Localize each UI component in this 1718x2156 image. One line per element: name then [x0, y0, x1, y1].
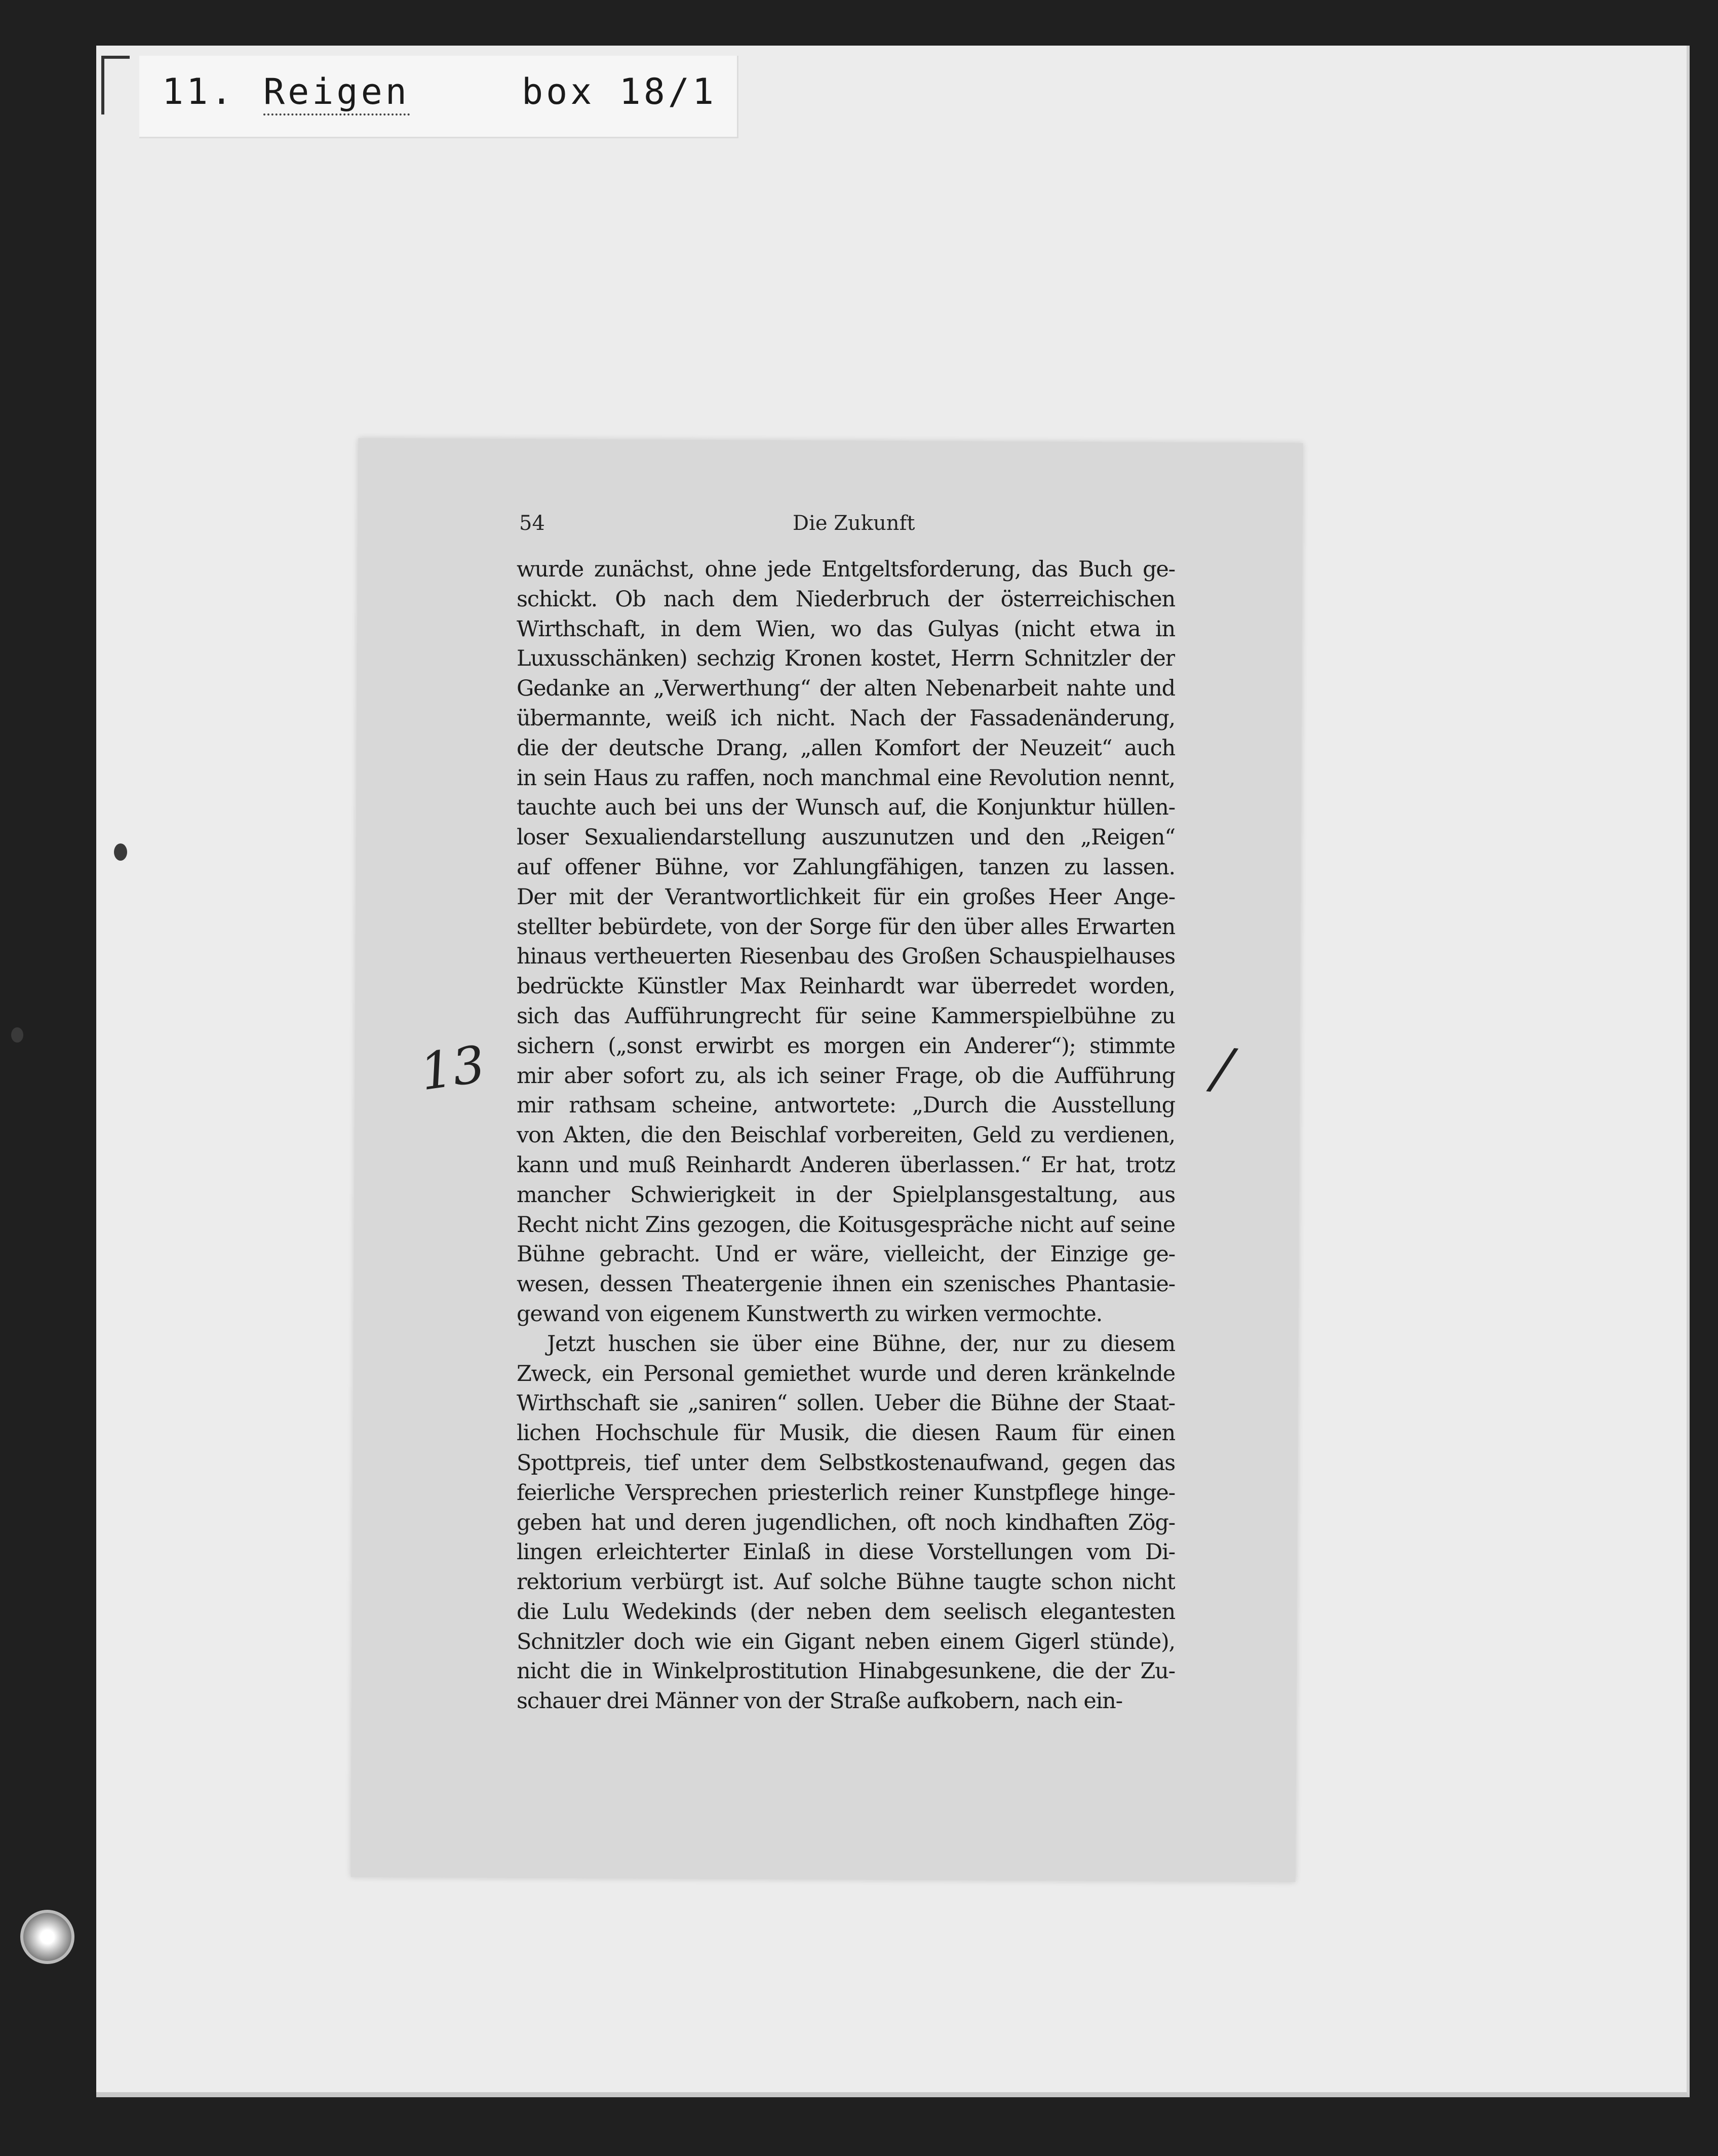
text-line: nicht die in Winkelprostitution Hinabgesunkene, die der Zu- [517, 1659, 1175, 1684]
film-spot [20, 1910, 74, 1964]
text-line: loser Sexualiendarstellung auszunutzen und den „Reigen“ [517, 825, 1175, 851]
text-line: Zweck, ein Personal gemiethet wurde und deren kränkelnde [517, 1361, 1175, 1387]
text-line: mir rathsam scheine, antwortete: „Durch die Ausstellung [517, 1093, 1175, 1119]
text-line: wurde zunächst, ohne jede Entgeltsforderung, das Buch ge- [517, 557, 1175, 582]
label-number: 11. [162, 71, 236, 112]
text-line: sich das Aufführungrecht für seine Kammerspielbühne zu [517, 1003, 1175, 1029]
text-line: sichern („sonst erwirbt es morgen ein Anderer“); stimmte [517, 1033, 1175, 1059]
text-line: in sein Haus zu raffen, noch manchmal eine Revolution nennt, [517, 765, 1175, 791]
text-line: die Lulu Wedekinds (der neben dem seelisch elegantesten [517, 1599, 1175, 1625]
text-line: geben hat und deren jugendlichen, oft noch kindhaften Zög- [517, 1510, 1175, 1535]
text-line: mancher Schwierigkeit in der Spielplansgestaltung, aus [517, 1182, 1175, 1208]
text-line: Spottpreis, tief unter dem Selbstkostenaufwand, gegen das [517, 1450, 1175, 1476]
corner-bracket [101, 56, 130, 114]
text-line: schickt. Ob nach dem Niederbruch der österreichischen [517, 586, 1175, 612]
margin-mark-left: 13 [416, 1034, 489, 1102]
text-line: mir aber sofort zu, als ich seiner Frage, ob die Aufführung [517, 1063, 1175, 1089]
text-line: von Akten, die den Beischlaf vorbereiten, Geld zu verdienen, [517, 1123, 1175, 1148]
text-line: kann und muß Reinhardt Anderen überlassen.“ Er hat, trotz [517, 1152, 1175, 1178]
text-line: Wirthschaft sie „saniren“ sollen. Ueber die Bühne der Staat- [517, 1391, 1175, 1416]
text-line: hinaus vertheuerten Riesenbau des Großen Schauspielhauses [517, 944, 1175, 970]
ink-dot [11, 1027, 23, 1043]
ink-dot [114, 843, 127, 861]
text-line: wesen, dessen Theatergenie ihnen ein szenisches Phantasie- [517, 1272, 1175, 1297]
text-line: auf offener Bühne, vor Zahlungfähigen, tanzen zu lassen. [517, 854, 1175, 880]
text-line: tauchte auch bei uns der Wunsch auf, die Konjunktur hüllen- [517, 795, 1175, 821]
text-line: übermannte, weiß ich nicht. Nach der Fassadenänderung, [517, 705, 1175, 731]
text-line: stellter bebürdete, von der Sorge für den über alles Erwarten [517, 914, 1175, 940]
text-line: lichen Hochschule für Musik, die diesen Raum für einen [517, 1420, 1175, 1446]
text-line: Der mit der Verantwortlichkeit für ein großes Heer Ange- [517, 884, 1175, 910]
text-line: Jetzt huschen sie über eine Bühne, der, nur zu diesem [547, 1331, 1175, 1357]
page-number: 54 [519, 512, 545, 535]
text-line: bedrückte Künstler Max Reinhardt war überredet worden, [517, 974, 1175, 999]
text-line: Recht nicht Zins gezogen, die Koitusgespräche nicht auf seine [517, 1212, 1175, 1238]
text-line: die der deutsche Drang, „allen Komfort der Neuzeit“ auch [517, 735, 1175, 761]
text-line: Schnitzler doch wie ein Gigant neben einem Gigerl stünde), [517, 1629, 1175, 1654]
text-line: rektorium verbürgt ist. Auf solche Bühne taugte schon nicht [517, 1569, 1175, 1595]
article-text [517, 555, 1175, 1716]
text-line: lingen erleichterter Einlaß in diese Vorstellungen vom Di- [517, 1539, 1175, 1565]
journal-title: Die Zukunft [793, 512, 915, 535]
archive-label [139, 56, 738, 138]
margin-mark-right: / [1209, 1035, 1235, 1102]
text-line: Wirthschaft, in dem Wien, wo das Gulyas (nicht etwa in [517, 616, 1175, 642]
text-line: feierliche Versprechen priesterlich reiner Kunstpflege hinge- [517, 1480, 1175, 1506]
text-line: gewand von eigenem Kunstwerth zu wirken vermochte. [517, 1301, 1103, 1327]
text-line: Luxusschänken) sechzig Kronen kostet, Herrn Schnitzler der [517, 646, 1175, 672]
text-line: Bühne gebracht. Und er wäre, vielleicht, der Einzige ge- [517, 1242, 1175, 1267]
text-line: Gedanke an „Verwerthung“ der alten Nebenarbeit nahte und [517, 676, 1175, 702]
label-box: box 18/1 [522, 71, 717, 112]
label-title: Reigen [263, 71, 410, 115]
text-line: schauer drei Männer von der Straße aufkobern, nach ein- [517, 1688, 1122, 1714]
